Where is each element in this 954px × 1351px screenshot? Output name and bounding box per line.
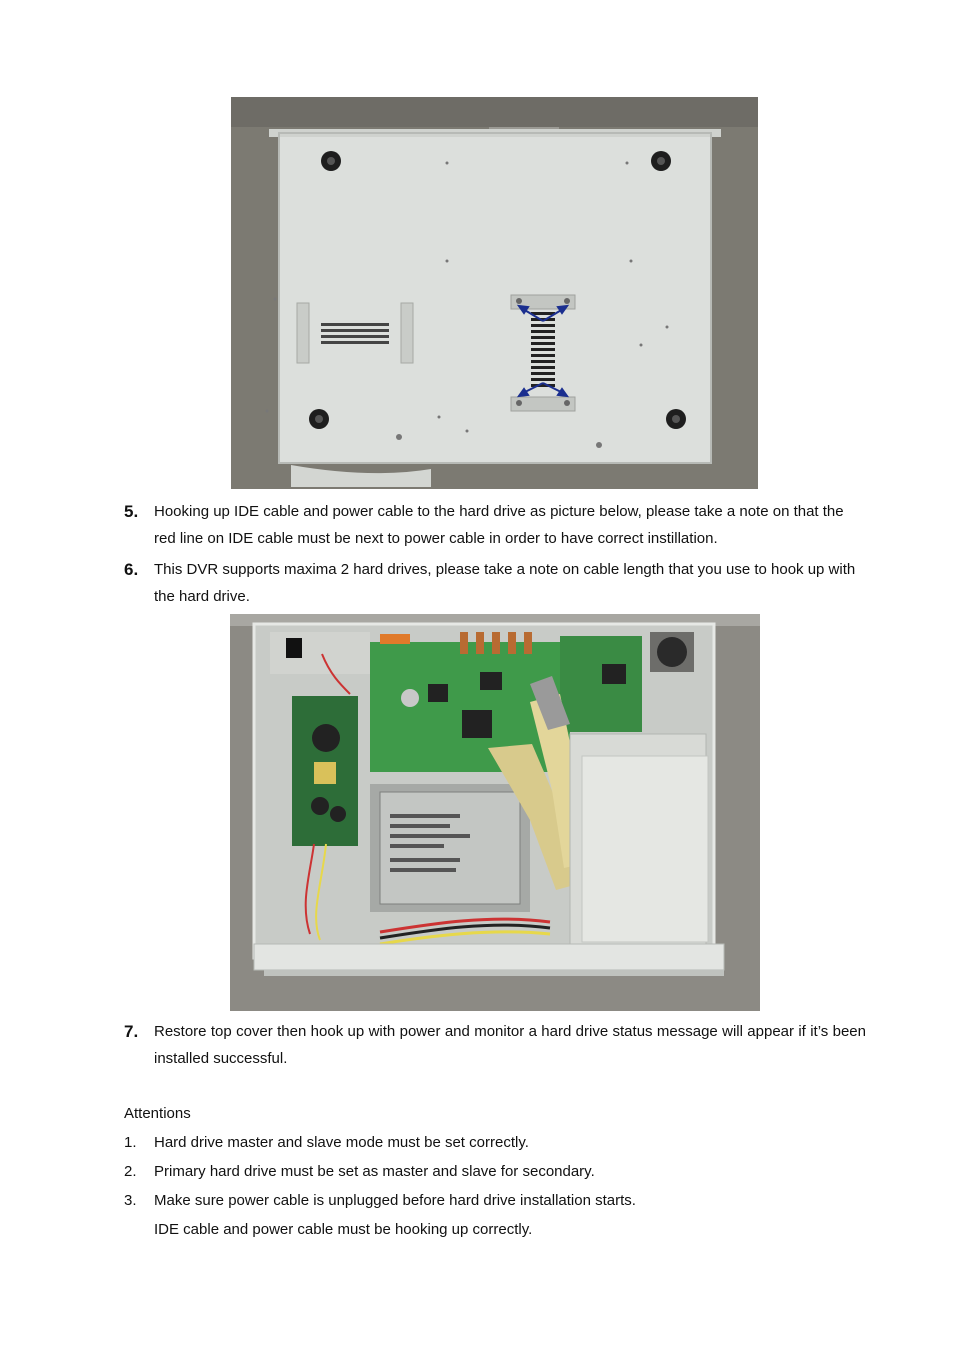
attention-text: Primary hard drive must be set as master and slave for secondary. [154,1163,595,1180]
attention-number: 3. [124,1192,137,1209]
step-5 [124,498,866,552]
step-7 [124,1018,866,1072]
dvr-inside-photo [230,614,760,1011]
attention-item-3 [124,1190,866,1212]
attention-number: 1. [124,1134,137,1151]
attention-item-1 [124,1132,866,1154]
attention-text: Hard drive master and slave mode must be set correctly. [154,1134,529,1151]
step-number: 7. [124,1022,139,1041]
attention-text: Make sure power cable is unplugged before hard drive installation starts. [154,1192,636,1209]
attention-number: 2. [124,1163,137,1180]
attention-extra-line [124,1219,866,1241]
attention-text: IDE cable and power cable must be hooking up correctly. [154,1221,533,1238]
step-text: Restore top cover then hook up with power and monitor a hard drive status message will appear if it’s been installed successful. [154,1023,866,1067]
attentions-title: Attentions [124,1105,191,1122]
step-text: This DVR supports maxima 2 hard drives, please take a note on cable length that you use to hook up with the hard drive. [154,561,856,605]
step-number: 5. [124,502,139,521]
step-text: Hooking up IDE cable and power cable to the hard drive as picture below, please take a note on that the red line on IDE cable must be next to power cable in order to have correct instillation. [154,503,844,547]
dvr-bottom-photo [231,97,758,489]
step-6 [124,556,866,610]
attention-item-2 [124,1161,866,1183]
step-number: 6. [124,560,139,579]
